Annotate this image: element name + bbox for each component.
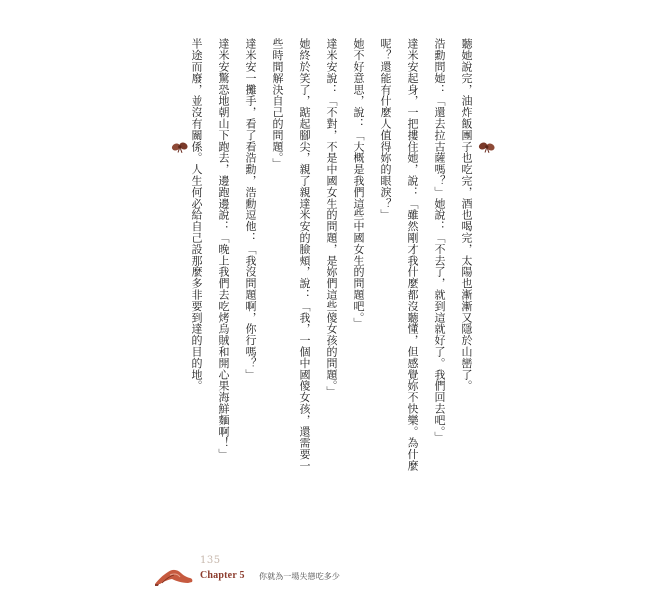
vertical-text-block [190,38,472,518]
high-heel-shoe-icon [152,555,196,587]
text-line: 達米安一攤手，看了看浩勳，浩勳逗他：「我沒問題啊，你行嗎？」 [244,38,257,380]
text-line: 聽她說完，油炸飯團子也吃完，酒也喝完，太陽也漸漸又隱於山巒了。 [460,38,473,392]
text-line: 呢？還能有什麼人值得妳的眼淚？」 [379,38,392,221]
bow-ornament-icon [478,140,496,154]
chapter-label: Chapter 5 [200,570,245,581]
text-line: 達米安起身，一把摟住她，說：「雖然剛才我什麼都沒聽懂，但感覺妳不快樂。為什麼 [406,38,419,472]
text-line: 她終於笑了，踮起腳尖，親了親達米安的臉頰，說：「我，一個中國傻女孩，還需要一 [298,38,311,472]
chapter-title: 你就為一場失戀吃多少 [259,572,340,581]
text-line: 半途而廢，並沒有關係。人生何必給自己設那麼多非要到達的目的地。 [190,38,203,392]
text-line: 些時間解決自己的問題。」 [271,38,284,170]
text-line: 浩勳問她：「還去拉古薩嗎？」她說：「不去了，就到這就好了。我們回去吧。」 [433,38,446,443]
page-number: 135 [200,555,221,566]
text-line: 達米安說：「不對，不是中國女生的問題，是妳們這些傻女孩的問題。」 [325,38,338,398]
text-line: 達米安驚恐地朝山下跑去，邊跑邊說：「晚上我們去吃烤烏賊和開心果海鮮麵啊！」 [217,38,230,460]
page-footer [152,555,372,593]
text-line: 她不好意思，說：「大概是我們這些中國女生的問題吧。」 [352,38,365,329]
